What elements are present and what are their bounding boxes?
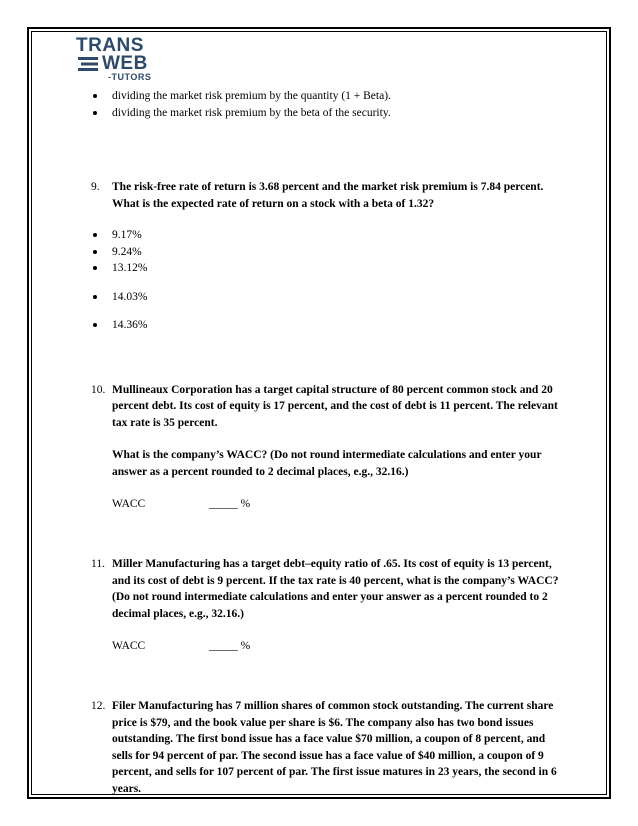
- list-item: 9.24%: [91, 244, 561, 261]
- question-prompt: What is the company’s WACC? (Do not round intermediate calculations and enter your answer as a percent rounded to 2 decimal places, e.g., 32.16.): [112, 449, 542, 478]
- list-item: dividing the market risk premium by the quantity (1 + Beta).: [91, 88, 561, 105]
- question-11: [91, 556, 561, 654]
- logo-line2: WEB: [102, 53, 148, 74]
- answer-row: [112, 638, 561, 654]
- question-9: [91, 179, 561, 212]
- question-12: [91, 698, 561, 797]
- question-text: The risk-free rate of return is 3.68 percent and the market risk premium is 7.84 percent. What is the expected rate of return on a stock with a beta of 1.32?: [112, 181, 544, 210]
- logo-e-icon: [78, 56, 100, 72]
- list-item: 14.03%: [91, 289, 561, 306]
- question-number: 9.: [91, 181, 100, 193]
- question-number: 12.: [91, 700, 106, 712]
- question-text: Miller Manufacturing has a target debt–equity ratio of .65. Its cost of equity is 13 percent, and its cost of debt is 9 percent. If the tax rate is 40 percent, what is the company’s WACC? (Do not round intermediate calculations and enter your answer as a percent rounded to 2 decimal places, e.g., 32.16.): [112, 558, 559, 620]
- answer-blank: _____ %: [209, 498, 251, 510]
- question-10: [91, 382, 561, 513]
- question-number: 11.: [91, 558, 105, 570]
- answer-row: [112, 496, 561, 512]
- list-item: 9.17%: [91, 227, 561, 244]
- answer-label: WACC: [112, 640, 146, 652]
- question-text: Mullineaux Corporation has a target capital structure of 80 percent common stock and 20 percent debt. Its cost of equity is 17 percent, and the cost of debt is 11 percent. The relevant tax rate is 35 percent.: [112, 383, 558, 429]
- question-text: Filer Manufacturing has 7 million shares of common stock outstanding. The current share price is $79, and the book value per share is $6. The company also has two bond issues outstanding. The first bond issue has a face value $70 million, a coupon of 8 percent, and sells for 94 percent of par. The second issue has a face value of $40 million, a coupon of 9 percent, and sells for 107 percent of par. The first issue matures in 23 years, the second in 6 years.: [112, 700, 557, 795]
- list-item: dividing the market risk premium by the beta of the security.: [91, 105, 561, 122]
- list-item: 14.36%: [91, 317, 561, 334]
- document-content: [91, 88, 561, 797]
- list-item: 13.12%: [91, 260, 561, 277]
- transweb-logo: [76, 36, 160, 88]
- logo-line3: -TUTORS: [108, 72, 152, 82]
- question-number: 10.: [91, 383, 106, 396]
- answer-label: WACC: [112, 498, 146, 510]
- logo-line1: TRANS: [76, 35, 144, 56]
- answer-blank: _____ %: [209, 640, 251, 652]
- top-options-list: [91, 88, 561, 121]
- q9-options: [91, 227, 561, 334]
